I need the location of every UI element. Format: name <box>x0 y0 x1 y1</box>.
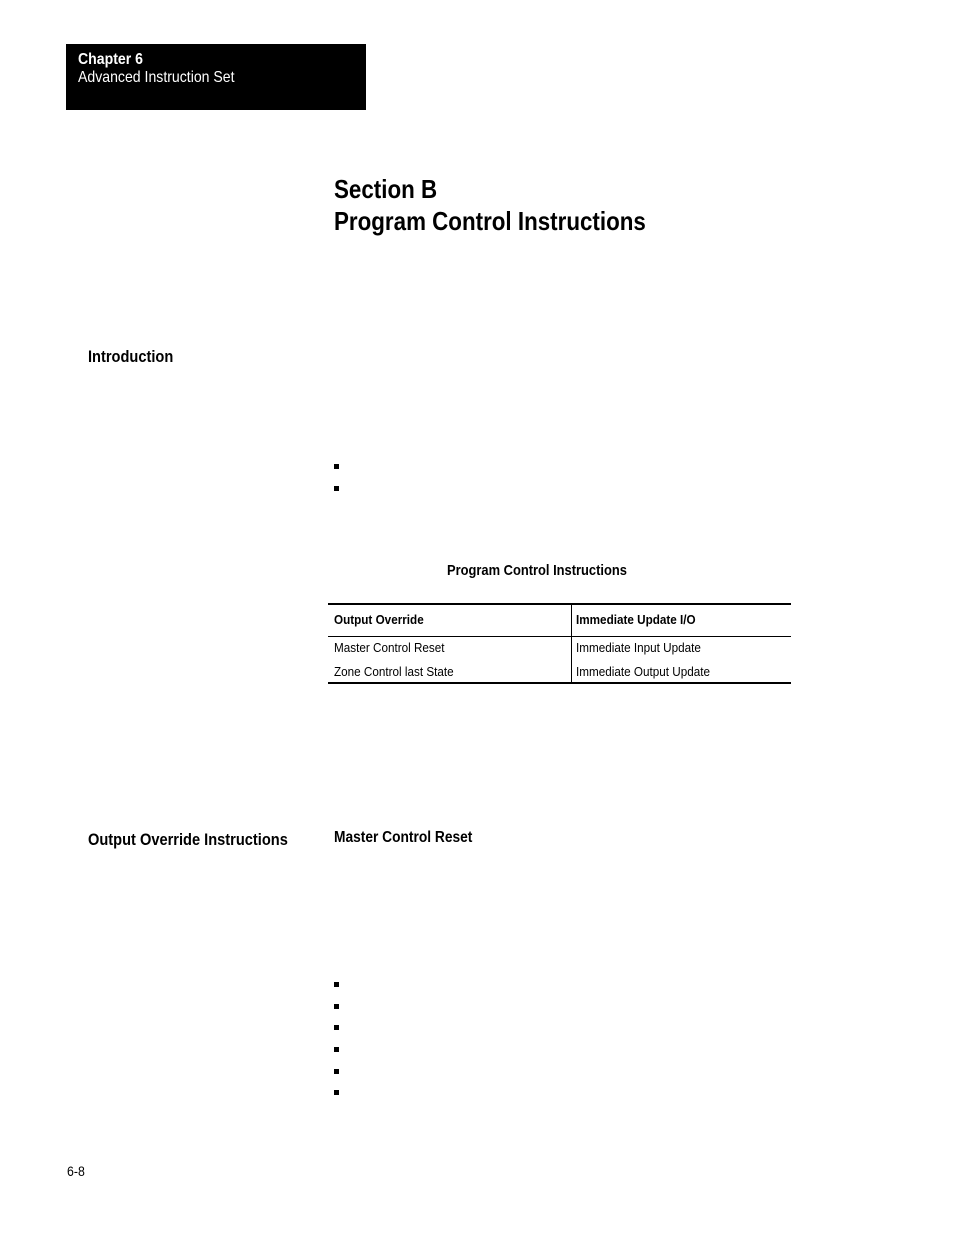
table-column-divider <box>571 605 572 682</box>
bullet-marker <box>334 486 339 491</box>
table-caption: Program Control Instructions <box>447 562 627 579</box>
chapter-number: Chapter 6 <box>78 51 143 68</box>
page-number: 6-8 <box>67 1163 85 1179</box>
table-cell: Immediate Output Update <box>576 664 710 679</box>
bullet-marker <box>334 464 339 469</box>
table-cell: Master Control Reset <box>334 640 445 655</box>
section-title <box>334 173 646 237</box>
table-cell: Zone Control last State <box>334 664 454 679</box>
table-header-divider <box>328 636 791 637</box>
bullet-marker <box>334 982 339 987</box>
table-cell: Immediate Input Update <box>576 640 701 655</box>
chapter-header <box>66 44 366 110</box>
section-title-line2: Program Control Instructions <box>334 206 646 236</box>
bullet-marker <box>334 1090 339 1095</box>
table-header-immediate-update: Immediate Update I/O <box>576 612 696 627</box>
master-control-reset-heading: Master Control Reset <box>334 829 473 846</box>
introduction-heading: Introduction <box>88 347 174 366</box>
output-override-heading: Output Override Instructions <box>88 830 288 849</box>
table-header-output-override: Output Override <box>334 612 424 627</box>
bullet-marker <box>334 1047 339 1052</box>
section-title-line1: Section B <box>334 174 438 204</box>
bullet-marker <box>334 1069 339 1074</box>
bullet-marker <box>334 1025 339 1030</box>
program-control-table <box>328 603 791 684</box>
chapter-title: Advanced Instruction Set <box>78 69 235 86</box>
bullet-marker <box>334 1004 339 1009</box>
